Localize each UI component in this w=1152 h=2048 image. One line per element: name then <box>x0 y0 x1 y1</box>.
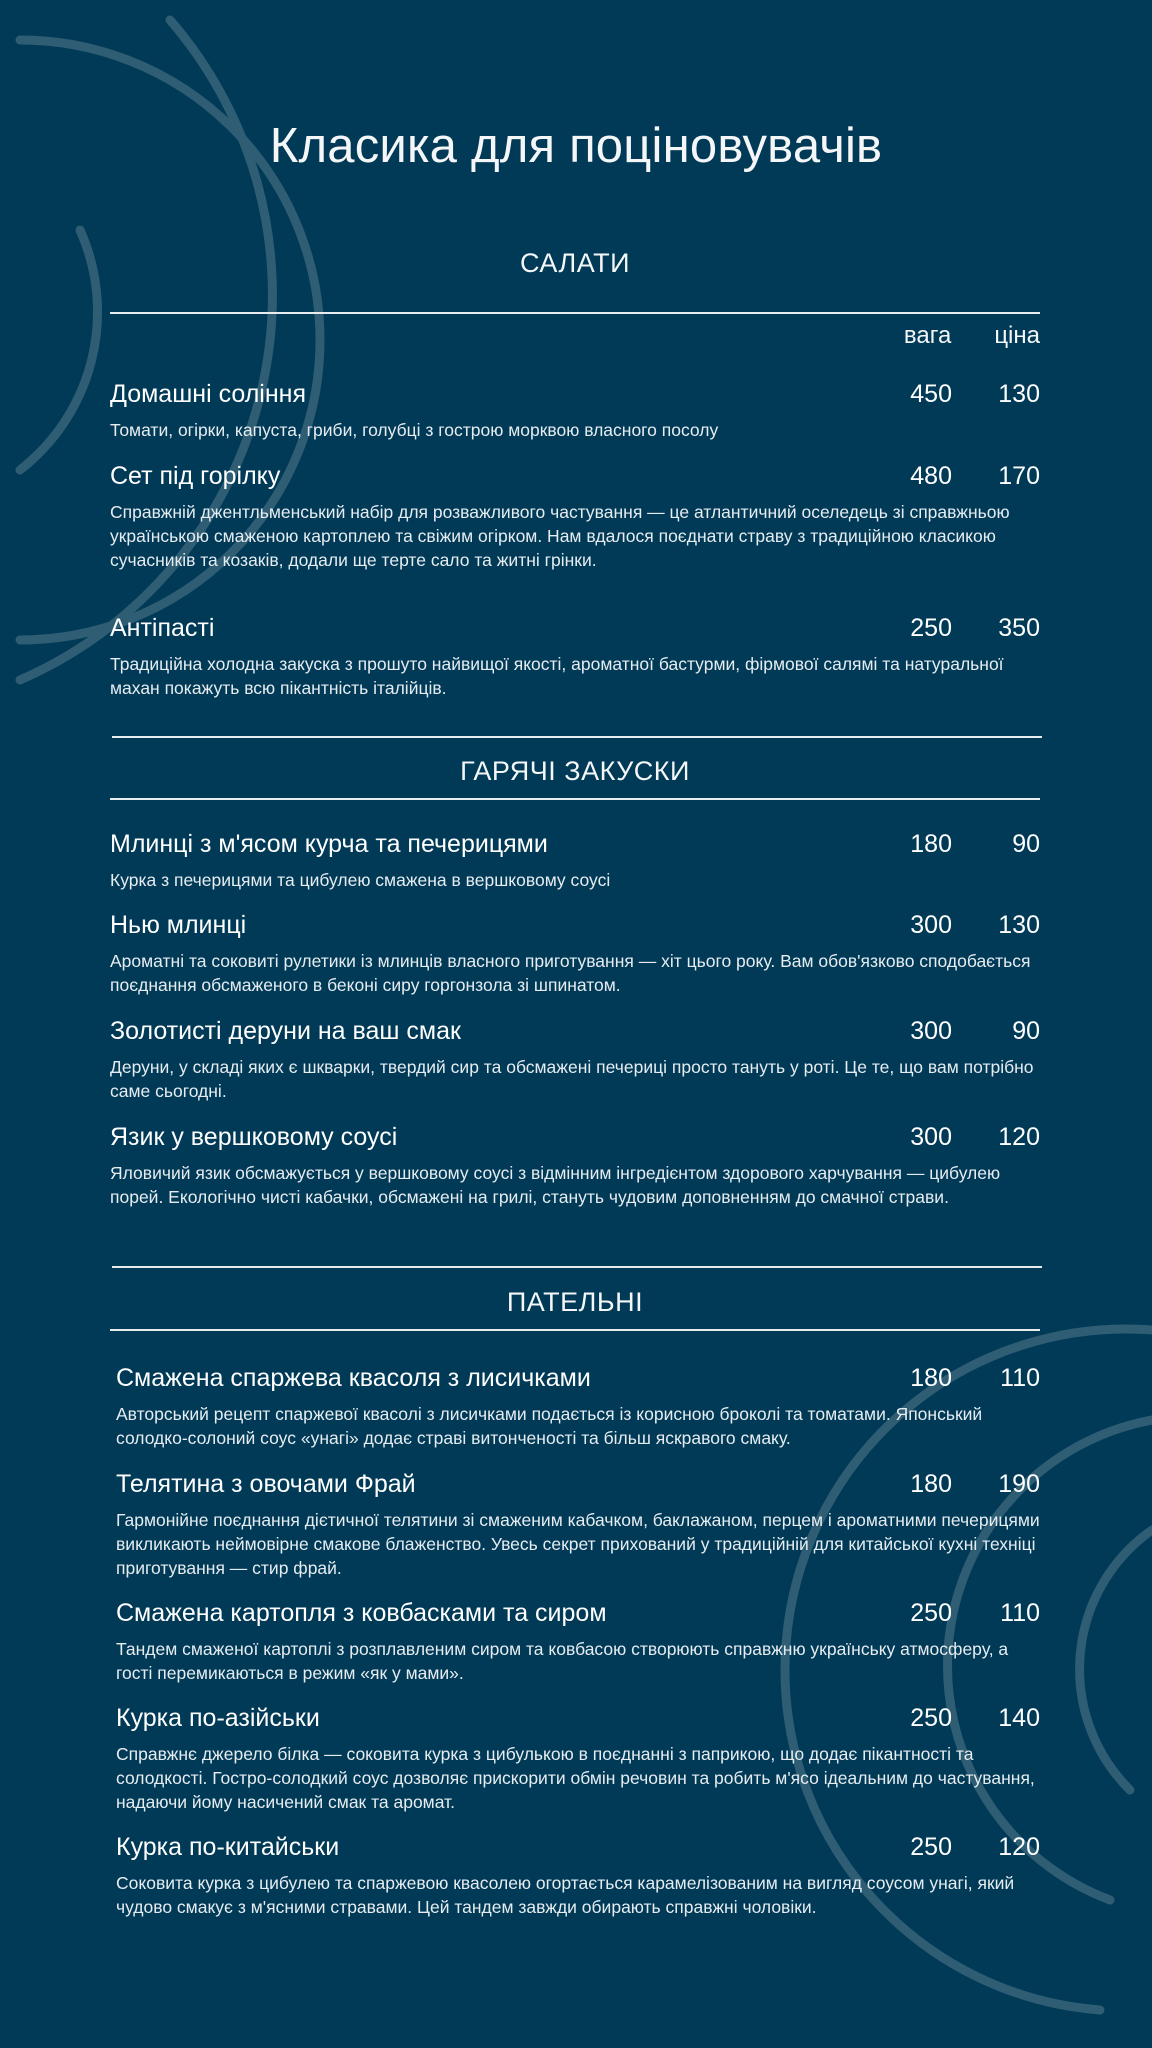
menu-item <box>116 1833 1040 1919</box>
item-weight: 450 <box>910 380 952 408</box>
menu-item <box>110 1123 1040 1209</box>
item-weight: 250 <box>910 1599 952 1627</box>
price-column-header: ціна <box>994 322 1040 349</box>
item-weight: 180 <box>910 1470 952 1498</box>
section-divider <box>110 1329 1040 1331</box>
item-name: Сет під горілку <box>110 462 281 490</box>
section-divider <box>112 736 1042 738</box>
item-description: Яловичий язик обсмажується у вершковому соусі з відмінним інгредієнтом здорового харчування — цибулею порей. Екологічно чисті кабачки, обсмажені на грилі, стануть чудовим доповненням до смачної страви. <box>110 1163 1001 1207</box>
section-divider <box>110 312 1040 314</box>
item-description: Гармонійне поєднання дієтичної телятини зі смаженим кабачком, баклажаном, перцем і ароматними печерицями викликають неймовірне смакове блаженство. Увесь секрет прихований у традиційній для китайської кухні техніці приготування — стир фрай. <box>116 1510 1040 1578</box>
section-pans <box>110 1287 1040 1987</box>
item-name: Язик у вершковому соусі <box>110 1123 398 1151</box>
item-weight: 480 <box>910 462 952 490</box>
item-name: Золотисті деруни на ваш смак <box>110 1017 461 1045</box>
item-name: Смажена спаржева квасоля з лисичками <box>116 1364 591 1392</box>
menu-item <box>110 380 1040 442</box>
item-price: 170 <box>998 462 1040 490</box>
item-price: 350 <box>998 614 1040 642</box>
item-name: Нью млинці <box>110 911 247 939</box>
item-name: Млинці з м'ясом курча та печерицями <box>110 830 548 858</box>
item-name: Курка по-китайськи <box>116 1833 340 1861</box>
item-weight: 300 <box>910 911 952 939</box>
item-price: 120 <box>998 1833 1040 1861</box>
item-price: 130 <box>998 911 1040 939</box>
item-description: Ароматні та соковиті рулетики із млинців власного приготування — хіт цього року. Вам обов'язково сподобається поєднання обсмаженого в беконі сиру горгонзола зі шпинатом. <box>110 951 1031 995</box>
section-divider <box>110 798 1040 800</box>
menu-item <box>116 1364 1040 1450</box>
item-name: Антіпасті <box>110 614 215 642</box>
item-description: Курка з печерицями та цибулею смажена в вершковому соусі <box>110 870 611 890</box>
item-weight: 250 <box>910 1704 952 1732</box>
item-description: Справжній джентльменський набір для розважливого частування — це атлантичний оселедець зі справжньою українською смаженою картоплею та свіжим огірком. Нам вдалося поєднати страву з традиційною класикою сучасників та козаків, додали ще терте сало та житні грінки. <box>110 502 1010 570</box>
section-salads <box>110 248 1040 748</box>
item-name: Домашні соління <box>110 380 306 408</box>
menu-item <box>110 830 1040 892</box>
item-price: 110 <box>1000 1599 1040 1627</box>
item-weight: 180 <box>910 830 952 858</box>
section-divider <box>112 1266 1042 1268</box>
item-weight: 250 <box>910 614 952 642</box>
menu-title: Класика для поціновувачів <box>269 119 883 173</box>
item-description: Авторський рецепт спаржевої квасолі з лисичками подається із корисною броколі та томатами. Японський солодко-солоний соус «унагі» додає страві витонченості та більш яскравого смаку. <box>116 1404 983 1448</box>
item-description: Соковита курка з цибулею та спаржевою квасолею огортається карамелізованим на вигляд соусом унагі, який чудово смакує з м'ясними стравами. Цей тандем завжди обирають справжні чоловіки. <box>116 1873 1015 1917</box>
item-description: Деруни, у складі яких є шкварки, твердий сир та обсмажені печериці просто тануть у роті. Це те, що вам потрібно саме сьогодні. <box>110 1057 1034 1101</box>
item-description: Тандем смаженої картоплі з розплавленим сиром та ковбасою створюють справжню українську атмосферу, а гості перемикаються в режим «як у мами». <box>116 1639 1009 1683</box>
menu-item <box>110 911 1040 997</box>
item-name: Смажена картопля з ковбасками та сиром <box>116 1599 607 1627</box>
item-description: Традиційна холодна закуска з прошуто найвищої якості, ароматної бастурми, фірмової салямі та натуральної махан покажуть всю пікантність італійців. <box>110 654 1004 698</box>
column-headers <box>881 322 1040 350</box>
item-price: 120 <box>998 1123 1040 1151</box>
item-price: 140 <box>998 1704 1040 1732</box>
item-name: Телятина з овочами Фрай <box>116 1470 416 1498</box>
menu-item <box>116 1470 1040 1580</box>
menu-item <box>110 614 1040 700</box>
item-price: 190 <box>998 1470 1040 1498</box>
item-name: Курка по-азійськи <box>116 1704 320 1732</box>
item-price: 130 <box>998 380 1040 408</box>
section-hot-appetizers <box>110 756 1040 1256</box>
menu-item <box>110 1017 1040 1103</box>
item-weight: 180 <box>910 1364 952 1392</box>
weight-column-header: вага <box>903 322 952 349</box>
item-price: 90 <box>1012 830 1040 858</box>
item-weight: 250 <box>910 1833 952 1861</box>
item-price: 90 <box>1012 1017 1040 1045</box>
item-price: 110 <box>1000 1364 1040 1392</box>
menu-item <box>110 462 1040 572</box>
item-description: Справжнє джерело білка — соковита курка з цибулькою в поєднанні з паприкою, що додає пікантності та солодкості. Гостро-солодкий соус дозволяє прискорити обмін речовин та робить м'ясо ідеальним до частування, надаючи йому насичений смак та аромат. <box>116 1744 1035 1812</box>
item-description: Томати, огірки, капуста, гриби, голубці з гострою морквою власного посолу <box>110 420 719 440</box>
section-title: ПАТЕЛЬНІ <box>506 1287 644 1317</box>
section-title: САЛАТИ <box>519 248 631 278</box>
item-weight: 300 <box>910 1123 952 1151</box>
section-title: ГАРЯЧІ ЗАКУСКИ <box>460 756 690 786</box>
menu-item <box>116 1704 1040 1814</box>
item-weight: 300 <box>910 1017 952 1045</box>
menu-item <box>116 1599 1040 1685</box>
